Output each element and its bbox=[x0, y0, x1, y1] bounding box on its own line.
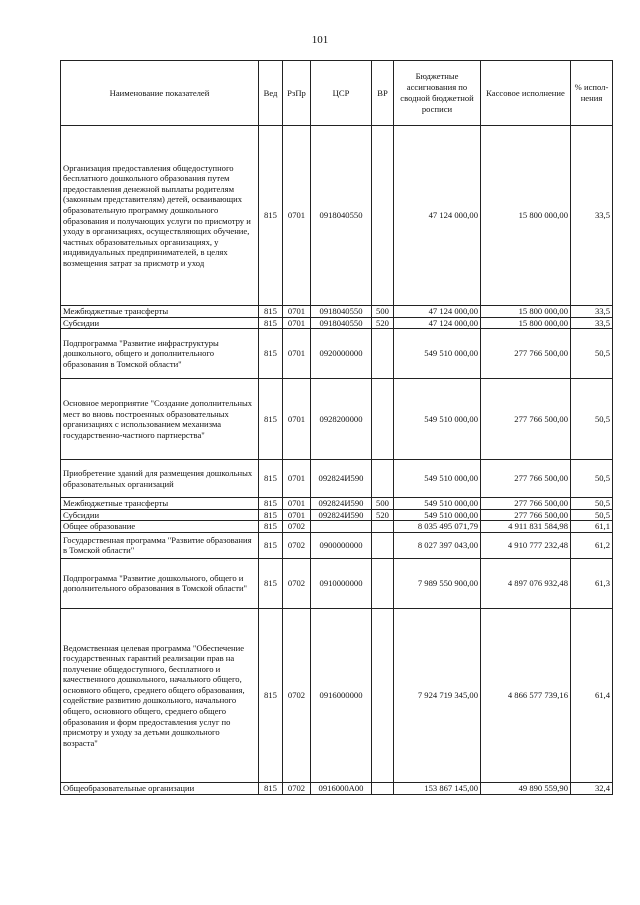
row-name: Государственная программа "Развитие образования в Томской области" bbox=[61, 532, 259, 558]
row-percent: 61,2 bbox=[571, 532, 613, 558]
row-percent: 33,5 bbox=[571, 317, 613, 329]
row-name: Приобретение зданий для размещения дошкольных образовательных организаций bbox=[61, 460, 259, 498]
row-name: Межбюджетные трансферты bbox=[61, 498, 259, 510]
table-row bbox=[61, 126, 613, 306]
row-csr: 0910000000 bbox=[311, 558, 372, 608]
row-percent: 50,5 bbox=[571, 329, 613, 379]
row-vr bbox=[372, 460, 394, 498]
row-rzpr: 0701 bbox=[283, 460, 311, 498]
row-assignments: 549 510 000,00 bbox=[394, 509, 481, 521]
row-percent: 50,5 bbox=[571, 379, 613, 460]
row-name: Ведомственная целевая программа "Обеспечение государственных гарантий реализации прав на получение общедоступного, бесплатного и качественного дошкольного, начального общего, основного общего, среднего общего образования, содействие развитию дошкольного, начального общего, основного общего, среднего общего образования и форм предоставления услуг по присмотру и уходу за детьми дошкольного возраста" bbox=[61, 608, 259, 782]
table-row bbox=[61, 558, 613, 608]
row-cash: 277 766 500,00 bbox=[481, 379, 571, 460]
row-vr: 500 bbox=[372, 306, 394, 318]
header-vr: ВР bbox=[372, 61, 394, 126]
row-ved: 815 bbox=[259, 521, 283, 533]
row-csr: 0918040550 bbox=[311, 306, 372, 318]
row-percent: 32,4 bbox=[571, 782, 613, 794]
row-rzpr: 0701 bbox=[283, 379, 311, 460]
row-cash: 4 897 076 932,48 bbox=[481, 558, 571, 608]
header-name: Наименование показателей bbox=[61, 61, 259, 126]
row-name: Субсидии bbox=[61, 317, 259, 329]
header-row bbox=[61, 61, 613, 126]
row-assignments: 47 124 000,00 bbox=[394, 306, 481, 318]
row-ved: 815 bbox=[259, 460, 283, 498]
row-ved: 815 bbox=[259, 317, 283, 329]
row-csr: 0928200000 bbox=[311, 379, 372, 460]
row-cash: 4 866 577 739,16 bbox=[481, 608, 571, 782]
row-rzpr: 0701 bbox=[283, 306, 311, 318]
row-percent: 50,5 bbox=[571, 460, 613, 498]
row-cash: 15 800 000,00 bbox=[481, 306, 571, 318]
row-vr bbox=[372, 782, 394, 794]
row-rzpr: 0702 bbox=[283, 532, 311, 558]
row-assignments: 7 989 550 900,00 bbox=[394, 558, 481, 608]
row-cash: 49 890 559,90 bbox=[481, 782, 571, 794]
row-csr: 0916000000 bbox=[311, 608, 372, 782]
header-rzpr: РзПр bbox=[283, 61, 311, 126]
row-cash: 277 766 500,00 bbox=[481, 498, 571, 510]
header-percent: % испол-нения bbox=[571, 61, 613, 126]
row-cash: 277 766 500,00 bbox=[481, 509, 571, 521]
row-ved: 815 bbox=[259, 558, 283, 608]
row-percent: 50,5 bbox=[571, 509, 613, 521]
row-vr bbox=[372, 608, 394, 782]
row-ved: 815 bbox=[259, 782, 283, 794]
row-vr: 500 bbox=[372, 498, 394, 510]
row-assignments: 549 510 000,00 bbox=[394, 329, 481, 379]
row-csr: 092824И590 bbox=[311, 460, 372, 498]
row-assignments: 47 124 000,00 bbox=[394, 317, 481, 329]
row-vr bbox=[372, 532, 394, 558]
table-row bbox=[61, 521, 613, 533]
row-assignments: 8 027 397 043,00 bbox=[394, 532, 481, 558]
table-row bbox=[61, 329, 613, 379]
table-row bbox=[61, 782, 613, 794]
row-ved: 815 bbox=[259, 329, 283, 379]
header-assignments: Бюджетные ассигнования по сводной бюджетной росписи bbox=[394, 61, 481, 126]
row-name: Межбюджетные трансферты bbox=[61, 306, 259, 318]
row-ved: 815 bbox=[259, 498, 283, 510]
header-cash-execution: Кассовое исполнение bbox=[481, 61, 571, 126]
row-vr bbox=[372, 558, 394, 608]
row-vr: 520 bbox=[372, 317, 394, 329]
row-rzpr: 0702 bbox=[283, 521, 311, 533]
row-percent: 61,1 bbox=[571, 521, 613, 533]
page-number: 101 bbox=[311, 34, 329, 46]
row-csr bbox=[311, 521, 372, 533]
row-ved: 815 bbox=[259, 306, 283, 318]
row-assignments: 153 867 145,00 bbox=[394, 782, 481, 794]
row-vr bbox=[372, 329, 394, 379]
row-rzpr: 0701 bbox=[283, 329, 311, 379]
row-rzpr: 0701 bbox=[283, 126, 311, 306]
table-row bbox=[61, 317, 613, 329]
table-row bbox=[61, 498, 613, 510]
row-cash: 15 800 000,00 bbox=[481, 126, 571, 306]
table-row bbox=[61, 532, 613, 558]
row-assignments: 549 510 000,00 bbox=[394, 460, 481, 498]
row-assignments: 8 035 495 071,79 bbox=[394, 521, 481, 533]
table-row bbox=[61, 460, 613, 498]
row-rzpr: 0702 bbox=[283, 558, 311, 608]
row-assignments: 549 510 000,00 bbox=[394, 379, 481, 460]
row-vr bbox=[372, 521, 394, 533]
row-rzpr: 0701 bbox=[283, 498, 311, 510]
row-rzpr: 0701 bbox=[283, 317, 311, 329]
row-cash: 277 766 500,00 bbox=[481, 329, 571, 379]
row-rzpr: 0701 bbox=[283, 509, 311, 521]
row-csr: 092824И590 bbox=[311, 498, 372, 510]
row-ved: 815 bbox=[259, 608, 283, 782]
row-assignments: 7 924 719 345,00 bbox=[394, 608, 481, 782]
row-rzpr: 0702 bbox=[283, 608, 311, 782]
row-ved: 815 bbox=[259, 509, 283, 521]
budget-execution-table bbox=[60, 60, 613, 795]
row-rzpr: 0702 bbox=[283, 782, 311, 794]
table-row bbox=[61, 608, 613, 782]
row-cash: 15 800 000,00 bbox=[481, 317, 571, 329]
row-csr: 0918040550 bbox=[311, 126, 372, 306]
row-cash: 4 911 831 584,98 bbox=[481, 521, 571, 533]
row-ved: 815 bbox=[259, 532, 283, 558]
row-csr: 0916000А00 bbox=[311, 782, 372, 794]
row-percent: 61,4 bbox=[571, 608, 613, 782]
row-csr: 0918040550 bbox=[311, 317, 372, 329]
row-percent: 33,5 bbox=[571, 306, 613, 318]
header-csr: ЦСР bbox=[311, 61, 372, 126]
row-vr: 520 bbox=[372, 509, 394, 521]
table-row bbox=[61, 379, 613, 460]
row-name: Основное мероприятие "Создание дополнительных мест во вновь построенных образовательных организациях с использованием механизма государственно-частного партнерства" bbox=[61, 379, 259, 460]
row-vr bbox=[372, 126, 394, 306]
row-csr: 092824И590 bbox=[311, 509, 372, 521]
row-name: Подпрограмма "Развитие инфраструктуры дошкольного, общего и дополнительного образования в Томской области" bbox=[61, 329, 259, 379]
row-percent: 61,3 bbox=[571, 558, 613, 608]
row-assignments: 47 124 000,00 bbox=[394, 126, 481, 306]
row-percent: 33,5 bbox=[571, 126, 613, 306]
table-row bbox=[61, 509, 613, 521]
row-cash: 4 910 777 232,48 bbox=[481, 532, 571, 558]
row-csr: 0900000000 bbox=[311, 532, 372, 558]
table-row bbox=[61, 306, 613, 318]
row-csr: 0920000000 bbox=[311, 329, 372, 379]
row-name: Субсидии bbox=[61, 509, 259, 521]
row-vr bbox=[372, 379, 394, 460]
row-name: Организация предоставления общедоступного бесплатного дошкольного образования путем предоставления денежной выплаты родителям (законным представителям) детей, осваивающих образовательную программу дошкольного образования и получающих услуги по присмотру и уходу в организациях, осуществляющих обучение, частных образовательных организациях, у индивидуальных предпринимателей, в целях возмещения затрат за присмотр и уход bbox=[61, 126, 259, 306]
header-ved: Вед bbox=[259, 61, 283, 126]
row-name: Подпрограмма "Развитие дошкольного, общего и дополнительного образования в Томской области" bbox=[61, 558, 259, 608]
row-percent: 50,5 bbox=[571, 498, 613, 510]
row-assignments: 549 510 000,00 bbox=[394, 498, 481, 510]
row-ved: 815 bbox=[259, 379, 283, 460]
row-name: Общее образование bbox=[61, 521, 259, 533]
row-ved: 815 bbox=[259, 126, 283, 306]
row-name: Общеобразовательные организации bbox=[61, 782, 259, 794]
row-cash: 277 766 500,00 bbox=[481, 460, 571, 498]
